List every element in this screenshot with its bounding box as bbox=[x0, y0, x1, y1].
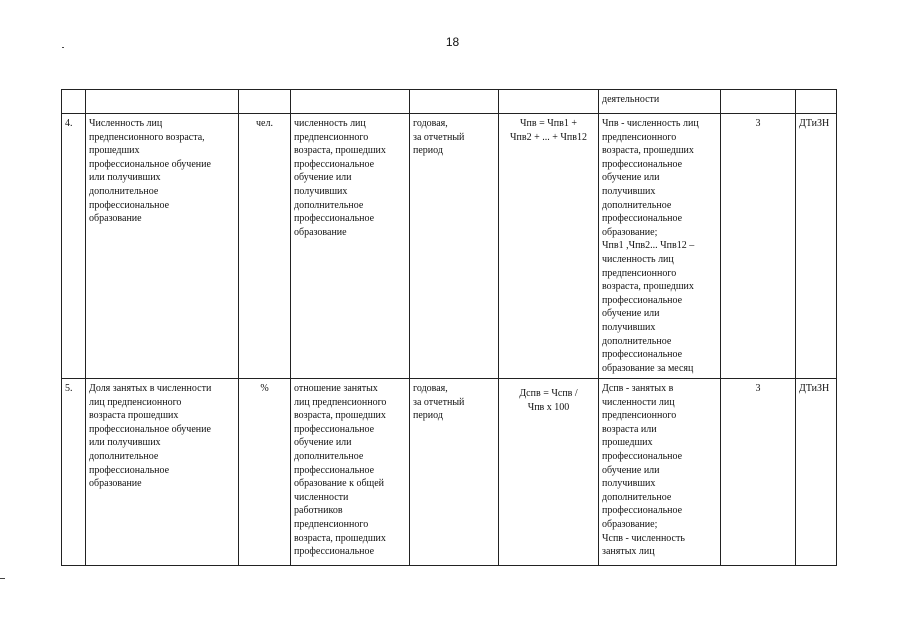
table-row bbox=[62, 114, 837, 379]
table-cell-formula: Чпв = Чпв1 + Чпв2 + ... + Чпв12 bbox=[499, 114, 599, 379]
scan-mark bbox=[0, 578, 5, 579]
table-cell-definition: численность лиц предпенсионного возраста, прошедших профессиональное обучение или получивших дополнительное профессиональное образование bbox=[291, 114, 410, 379]
table-cell bbox=[796, 90, 837, 114]
table-cell-num: 4. bbox=[62, 114, 86, 379]
table-cell-method: 3 bbox=[721, 114, 796, 379]
table-cell-periodicity: годовая, за отчетный период bbox=[410, 379, 499, 566]
table-cell bbox=[721, 90, 796, 114]
table-cell bbox=[410, 90, 499, 114]
table-cell-periodicity: годовая, за отчетный период bbox=[410, 114, 499, 379]
table-row-continuation bbox=[62, 90, 837, 114]
table-cell-responsible: ДТиЗН bbox=[796, 114, 837, 379]
table-cell bbox=[239, 90, 291, 114]
table-cell-definition: отношение занятых лиц предпенсионного возраста, прошедших профессиональное обучение или дополнительное профессиональное образование к общей численности работников предпенсионного возраста, прошедших профессиональное bbox=[291, 379, 410, 566]
scan-mark bbox=[62, 47, 64, 48]
table-cell-explanation: деятельности bbox=[599, 90, 721, 114]
table-cell-unit: % bbox=[239, 379, 291, 566]
table-cell-explanation: Дспв - занятых в численности лиц предпенсионного возраста или прошедших профессиональное обучение или получивших дополнительное профессиональное образование; Чспв - численность занятых лиц bbox=[599, 379, 721, 566]
table-cell-unit: чел. bbox=[239, 114, 291, 379]
table-cell-name: Доля занятых в численности лиц предпенсионного возраста прошедших профессиональное обучение или получивших дополнительное профессиональное образование bbox=[86, 379, 239, 566]
table-row bbox=[62, 379, 837, 566]
table-cell-formula: Дспв = Чспв / Чпв х 100 bbox=[499, 379, 599, 566]
table-cell bbox=[499, 90, 599, 114]
table-cell bbox=[62, 90, 86, 114]
table-cell-method: 3 bbox=[721, 379, 796, 566]
table-cell-explanation: Чпв - численность лиц предпенсионного возраста, прошедших профессиональное обучение или получивших дополнительное профессиональное образование; Чпв1 ,Чпв2... Чпв12 – численность лиц предпенсионного возраста, прошедших профессиональное обучение или получивших дополнительное профессиональное образование за месяц bbox=[599, 114, 721, 379]
indicator-table bbox=[61, 89, 837, 566]
table-cell-name: Численность лиц предпенсионного возраста, прошедших профессиональное обучение или получивших дополнительное профессиональное образование bbox=[86, 114, 239, 379]
page-number: 18 bbox=[445, 35, 460, 49]
table-cell bbox=[291, 90, 410, 114]
table-cell bbox=[86, 90, 239, 114]
table-cell-num: 5. bbox=[62, 379, 86, 566]
table-cell-responsible: ДТиЗН bbox=[796, 379, 837, 566]
